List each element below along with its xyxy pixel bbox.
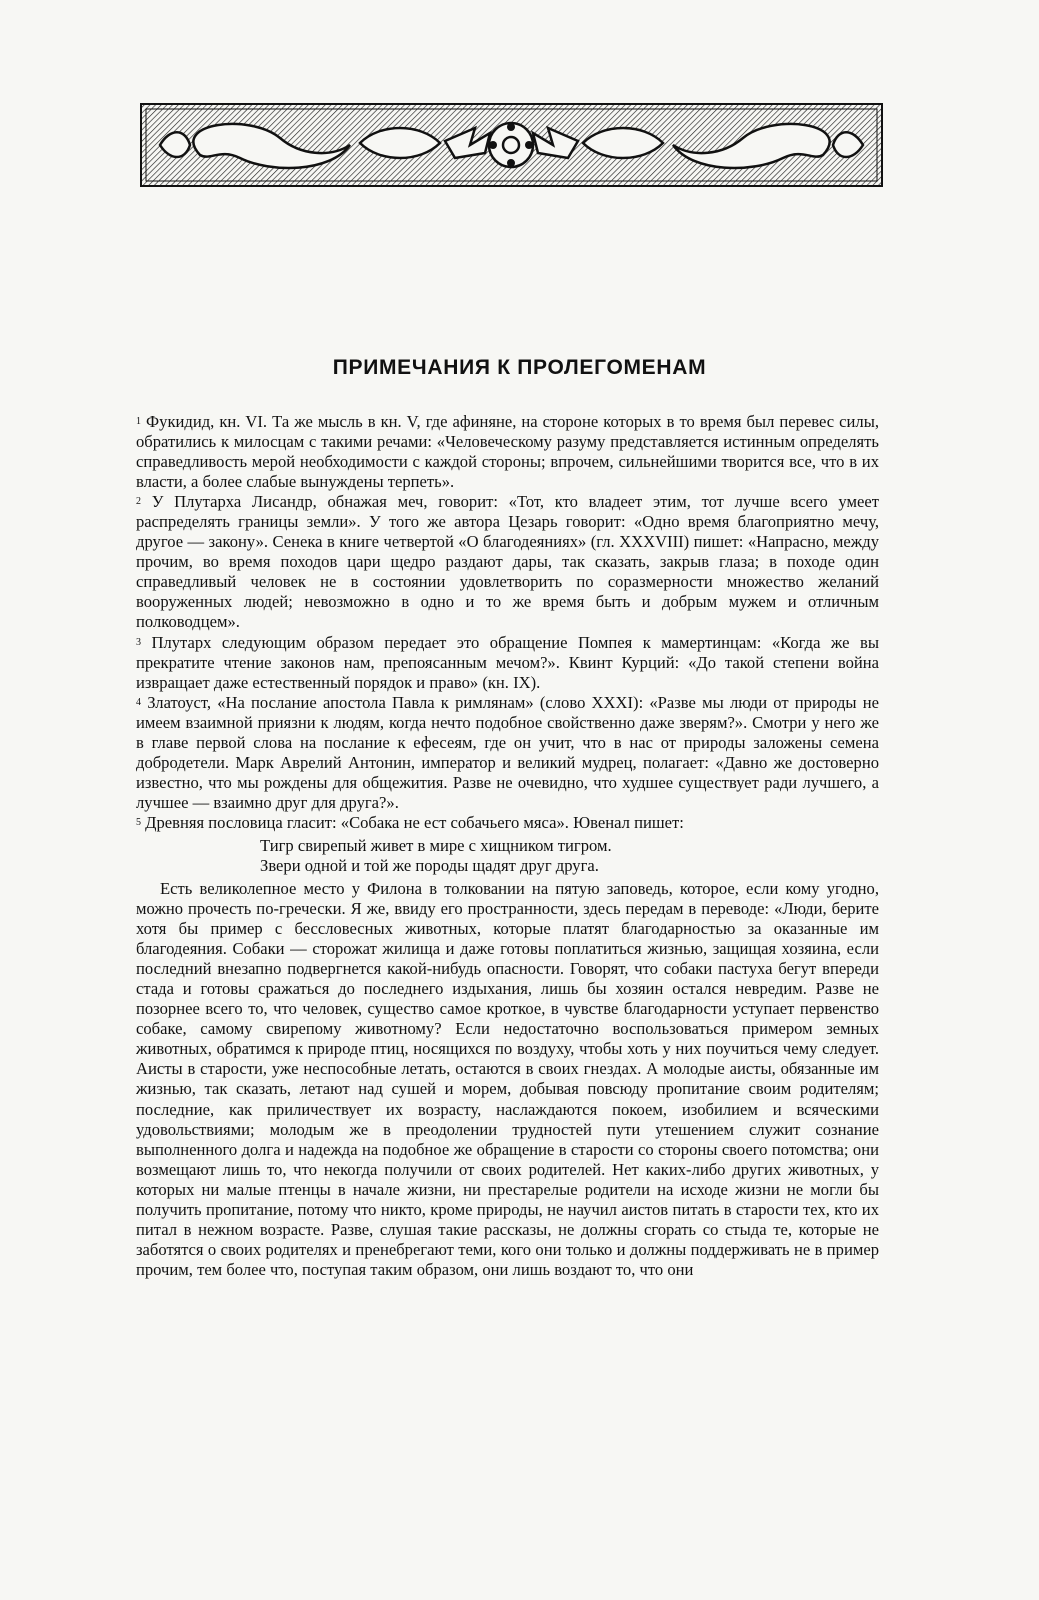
- footnote-4: [136, 693, 879, 813]
- footnote-text: Златоуст, «На послание апостола Павла к римлянам» (слово XXXI): «Разве мы люди от природы не имеем взаимной приязни к людям, когда нечто подобное свойственно даже зверям?». Смотри у него же в главе первой слова на послание к ефесеям, где он учит, что в нас от природы заложены семена добродетели. Марк Аврелий Антонин, император и великий мудрец, полагает: «Давно же достоверно известно, что мы рождены для общежития. Разве не очевидно, что худшее существует ради лучшего, а лучшее — взаимно друг для друга?».: [136, 692, 880, 812]
- poem-line: Звери одной и той же породы щадят друг друга.: [260, 855, 599, 875]
- footnote-text: Фукидид, кн. VI. Та же мысль в кн. V, где афиняне, на стороне которых в то время был перевес силы, обратились к милосцам с такими речами: «Человеческому разуму представляется истинным определять справедливость мерой необходимости с каждой стороны; впрочем, сильнейшими творится все, что в их власти, а более слабые вынуждены терпеть».: [136, 412, 879, 492]
- footnote-text: У Плутарха Лисандр, обнажая меч, говорит: «Тот, кто владеет этим, тот лучше всего умеет распределять границы земли». У того же автора Цезарь говорит: «Одно время благоприятно мечу, другое — закону». Сенека в книге четвертой «О благодеяниях» (гл. XXXVIII) пишет: «Напрасно, между прочим, во время походов цари щедро раздают дары, так сказать, закрыв глаза; в походе один справедливый человек не в состоянии удовлетворить по соразмерности множество желаний вооруженных людей; невозможно в одно и то же время быть и добрым мужем и отличным полководцем».: [136, 492, 879, 632]
- footnote-1: [136, 412, 879, 492]
- footnote-number: 3: [136, 636, 141, 648]
- footnote-number: 1: [136, 416, 141, 427]
- footnote-number: 4: [136, 696, 141, 708]
- poem-quote: [260, 836, 879, 876]
- page-title: ПРИМЕЧАНИЯ К ПРОЛЕГОМЕНАМ: [332, 356, 707, 379]
- poem-line: Тигр свирепый живет в мире с хищником тигром.: [260, 835, 612, 855]
- footnote-2: [136, 492, 879, 632]
- footnote-number: 5: [136, 816, 141, 828]
- footnote-3: [136, 633, 879, 693]
- footnote-text: Древняя пословица гласит: «Собака не ест собачьего мяса». Ювенал пишет:: [145, 812, 684, 832]
- footnote-number: 2: [136, 496, 141, 508]
- footnote-text: Плутарх следующим образом передает это обращение Помпея к мамертинцам: «Когда же вы прекратите чтение законов нам, препоясанным мечом?». Квинт Курций: «До такой степени война извращает даже естественный порядок и право» (кн. IX).: [136, 632, 879, 692]
- decorative-header-ornament: [140, 103, 883, 187]
- notes-body: [136, 412, 879, 1280]
- continuation-paragraph: Есть великолепное место у Филона в толковании на пятую заповедь, которое, если кому угодно, можно прочесть по-гречески. Я же, ввиду его пространности, здесь передам в переводе: «Люди, берите хотя бы пример с бессловесных животных, которые платят благодарностью за оказанные им благодеяния. Собаки — сторожат жилища и даже готовы поплатиться жизнью, защищая хозяина, если последний внезапно подвергнется какой-нибудь опасности. Говорят, что собаки пастуха бегут впереди стада и готовы сражаться до последнего издыхания, лишь бы хозяин остался невредим. Разве не позорнее всего то, что человек, существо самое кроткое, в чувстве благодарности уступает первенство собаке, самому свирепому животному? Если недостаточно воспользоваться примером земных животных, обратимся к природе птиц, носящихся по воздуху, чтобы хоть у них поучиться чему следует. Аисты в старости, уже неспособные летать, остаются в своих гнездах. А молодые аисты, обязанные им жизнью, так сказать, летают над сушей и морем, добывая повсюду пропитание своим родителям; последние, как приличествует их возрасту, наслаждаются покоем, изобилием и всяческими удовольствиями; молодым же в преодолении трудностей пути утешением служит сознание выполненного долга и надежда на подобное же обращение в старости со стороны своего потомства; они возмещают лишь то, что некогда получили от своих родителей. Нет каких-либо других животных, у которых ни малые птенцы в начале жизни, ни престарелые родители на исходе жизни не могли бы получить пропитание, потому что никто, кроме природы, не научил аистов питать в старости тех, кто их питал в нежном возрасте. Разве, слушая такие рассказы, не должны сгорать со стыда те, которые не заботятся о своих родителях и пренебрегают теми, кого они только и должны поддерживать не в пример прочим, тем более что, поступая таким образом, они лишь воздают то, что они: [136, 878, 879, 1279]
- footnote-5: [136, 813, 879, 833]
